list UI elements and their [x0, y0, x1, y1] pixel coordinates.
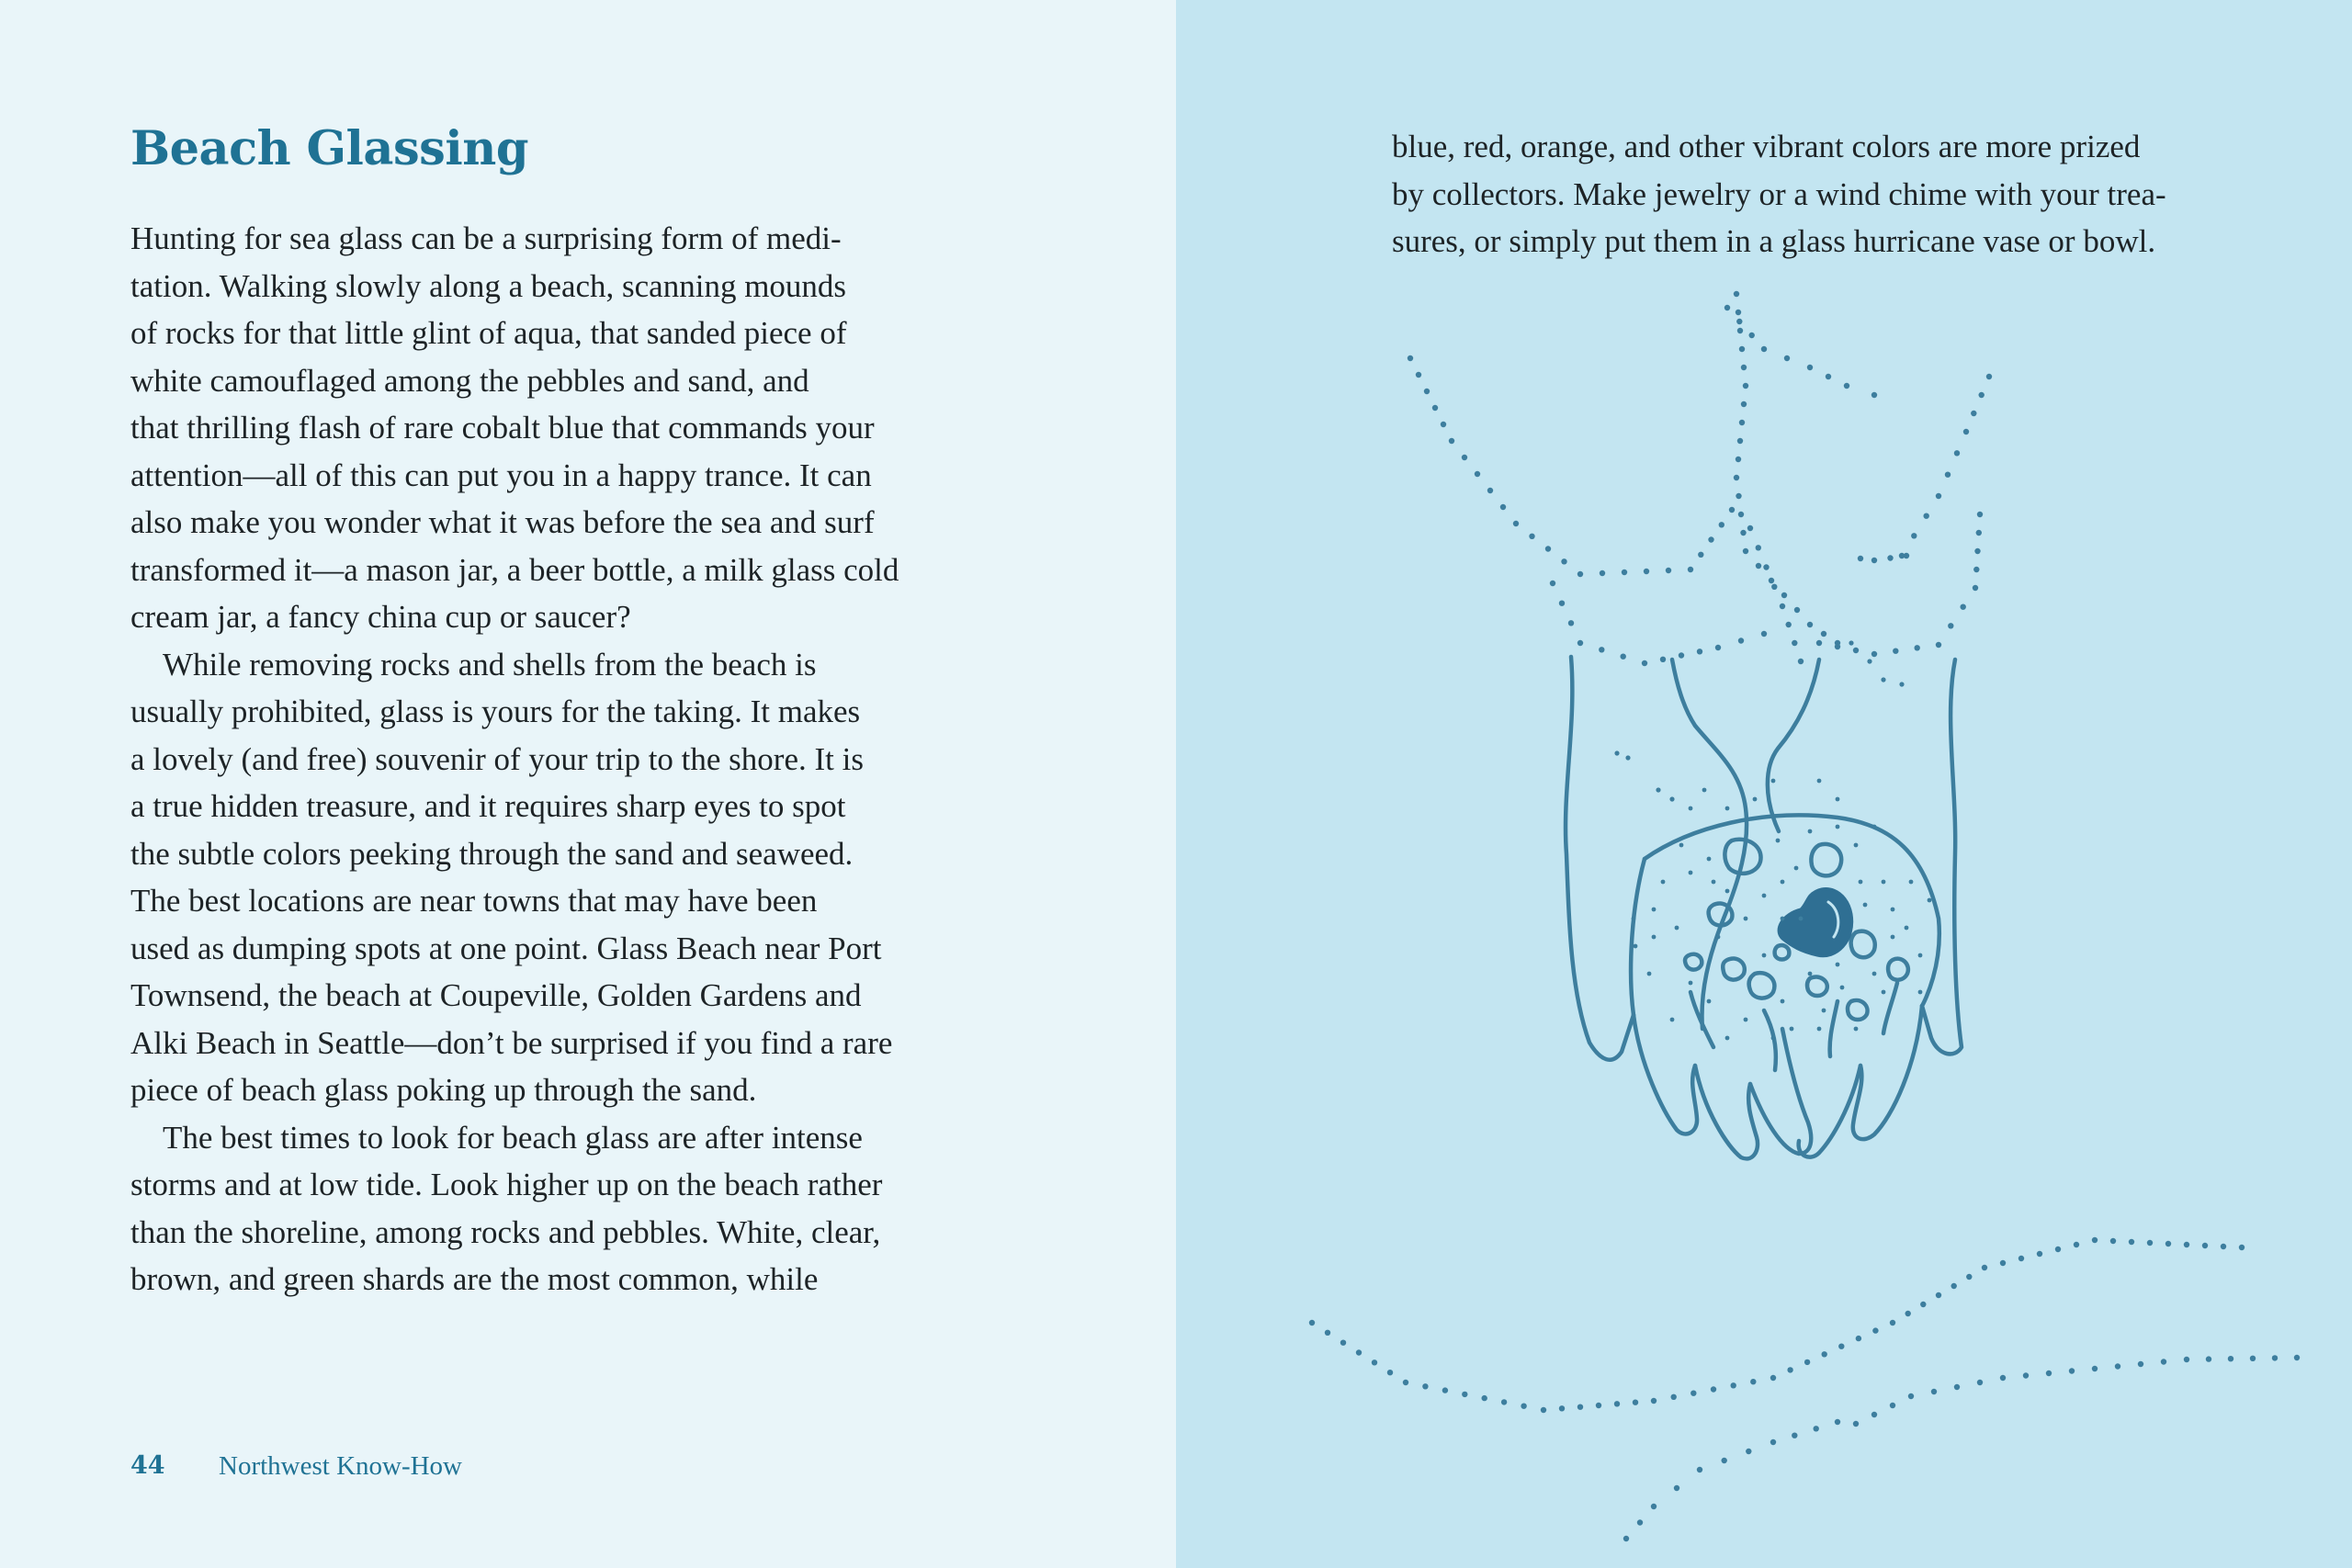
- text-line: The best locations are near towns that may have been: [130, 883, 818, 919]
- text-line: transformed it—a mason jar, a beer bottle, a milk glass cold: [130, 551, 899, 588]
- text-line: Alki Beach in Seattle—don’t be surprised if you find a rare: [130, 1024, 893, 1061]
- text-line: used as dumping spots at one point. Glass Beach near Port: [130, 930, 882, 966]
- text-line: tation. Walking slowly along a beach, scanning mounds: [130, 267, 847, 304]
- running-title: Northwest Know-How: [219, 1451, 462, 1481]
- text-line: that thrilling flash of rare cobalt blue that commands your: [130, 410, 875, 446]
- text-line: sures, or simply put them in a glass hurricane vase or bowl.: [1392, 223, 2156, 259]
- text-line: Hunting for sea glass can be a surprising form of medi-: [130, 220, 842, 256]
- text-line: brown, and green shards are the most common, while: [130, 1261, 819, 1297]
- text-line: a true hidden treasure, and it requires sharp eyes to spot: [130, 788, 846, 824]
- text-line: cream jar, a fancy china cup or saucer?: [130, 599, 631, 635]
- text-line: attention—all of this can put you in a happy trance. It can: [130, 457, 872, 493]
- text-line: than the shoreline, among rocks and pebbles. White, clear,: [130, 1213, 881, 1250]
- text-line: blue, red, orange, and other vibrant colors are more prized: [1392, 129, 2141, 164]
- text-line: a lovely (and free) souvenir of your trip to the shore. It is: [130, 740, 864, 777]
- hands-holding-sea-glass-icon: [1176, 0, 2352, 1568]
- text-line: the subtle colors peeking through the sand and seaweed.: [130, 835, 854, 872]
- section-heading: Beach Glassing: [130, 121, 528, 176]
- page-number: 44: [130, 1451, 165, 1480]
- text-line: Townsend, the beach at Coupeville, Golden Gardens and: [130, 977, 862, 1013]
- text-line: piece of beach glass poking up through the sand.: [130, 1072, 757, 1108]
- text-line: The best times to look for beach glass are after intense: [163, 1119, 863, 1156]
- text-line: storms and at low tide. Look higher up on the beach rather: [130, 1167, 883, 1202]
- text-line: by collectors. Make jewelry or a wind chime with your trea-: [1392, 175, 2166, 212]
- text-line: of rocks for that little glint of aqua, that sanded piece of: [130, 315, 847, 351]
- text-line: usually prohibited, glass is yours for the taking. It makes: [130, 694, 861, 729]
- text-line: also make you wonder what it was before the sea and surf: [130, 504, 875, 540]
- body-text-left: [130, 215, 994, 1303]
- text-line: white camouflaged among the pebbles and sand, and: [130, 362, 809, 399]
- text-line: While removing rocks and shells from the beach is: [163, 646, 817, 682]
